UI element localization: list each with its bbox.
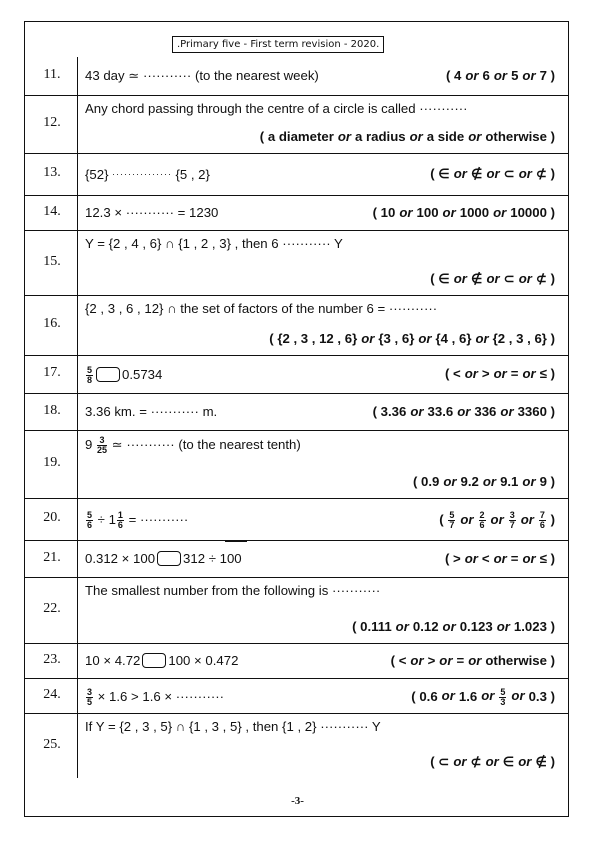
or-word: or — [442, 619, 456, 634]
option-3-numerator: 3 — [509, 510, 515, 520]
or-word: or — [493, 204, 507, 220]
option-3: 0.123 — [459, 619, 493, 634]
or-word: or — [442, 204, 456, 220]
rest: = ··········· — [124, 511, 189, 527]
option-4 — [539, 511, 546, 530]
option-3: a side — [426, 129, 465, 144]
row-divider — [24, 355, 569, 356]
answer-box — [96, 367, 120, 382]
or-word: or — [518, 271, 532, 286]
option-1: {2 , 3 , 12 , 6} — [277, 331, 358, 346]
fraction — [86, 366, 93, 385]
or-word: or — [522, 68, 536, 83]
row-divider — [24, 153, 569, 154]
option-3-denominator: 7 — [509, 520, 515, 530]
question-text — [85, 511, 247, 546]
option-3: ⊂ — [503, 271, 515, 286]
answer-options: ( 4 or 6 or 5 or 7 ) — [445, 68, 555, 83]
answer-line — [225, 541, 247, 542]
option-4-numerator: 7 — [539, 510, 545, 520]
question-text — [85, 166, 210, 183]
or-word: or — [410, 652, 424, 668]
or-word: or — [468, 129, 482, 144]
option-1: ⊂ — [438, 754, 450, 769]
option-3-denominator: 3 — [500, 696, 506, 707]
option-3: 336 — [474, 403, 497, 419]
question-number: 11. — [43, 67, 61, 82]
fraction-b-denominator: 6 — [117, 520, 123, 530]
or-word: or — [493, 550, 507, 566]
answer-options: ( {2 , 3 , 12 , 6} or {3 , 6} or {4 , 6} or {2 , 3 , 6} ) — [269, 331, 555, 346]
or-word: or — [486, 166, 500, 181]
row-divider — [24, 95, 569, 96]
option-2-numerator: 2 — [479, 510, 485, 520]
question-text — [85, 366, 162, 385]
row-divider — [24, 577, 569, 578]
option-3: ∈ — [502, 754, 515, 769]
option-4: ⊄ — [535, 166, 547, 181]
option-3: ⊂ — [503, 166, 515, 181]
option-3: 5 — [511, 68, 519, 83]
or-word: or — [418, 331, 432, 346]
or-word: or — [493, 68, 508, 83]
or-word: or — [493, 366, 507, 381]
option-3: 1000 — [459, 204, 490, 220]
option-2: ∉ — [470, 166, 483, 181]
or-word: or — [464, 366, 478, 381]
fraction-b — [117, 511, 124, 530]
option-2-denominator: 6 — [479, 520, 485, 530]
or-word: or — [486, 271, 500, 286]
fraction-numerator: 5 — [87, 365, 93, 375]
option-1: ∈ — [438, 271, 450, 286]
value: 0.5734 — [122, 366, 163, 382]
option-1: 10 — [380, 204, 396, 220]
or-word: or — [361, 331, 375, 346]
question-text — [85, 688, 224, 707]
or-word: or — [453, 271, 467, 286]
option-1: 4 — [454, 68, 462, 83]
answer-options: ( a diameter or a radius or a side or otherwise ) — [259, 129, 555, 144]
option-4-denominator: 6 — [539, 520, 545, 530]
option-2: 33.6 — [427, 403, 454, 419]
fraction — [86, 688, 93, 707]
question-number: 16. — [43, 316, 61, 331]
or-word: or — [522, 366, 536, 381]
question-body: Y = {2 , 4 , 6} ∩ {1 , 2 , 3} , then 6 ··········· Y — [85, 236, 343, 251]
question-number: 20. — [43, 510, 61, 525]
or-word: or — [395, 619, 409, 634]
answer-options: ( $\frac{5}{7}$ or $\frac{2}{6}$ or $\frac{3}{7}$ or $\frac{7}{6}$ ) — [439, 510, 555, 530]
or-word: or — [465, 68, 479, 83]
or-word: or — [453, 166, 467, 181]
or-word: or — [475, 331, 489, 346]
option-1: 0.9 — [421, 474, 440, 489]
option-3: {4 , 6} — [435, 331, 472, 346]
fraction-b-numerator: 1 — [117, 510, 123, 520]
option-4: 1.023 — [513, 619, 547, 634]
option-1: 0.111 — [360, 619, 392, 634]
question-text — [85, 719, 381, 735]
or-word: or — [522, 550, 536, 566]
row-divider — [24, 713, 569, 714]
question-body: 3.36 km. = ··········· m. — [85, 403, 218, 419]
option-1 — [448, 511, 455, 530]
or-word: or — [518, 754, 532, 769]
rest: ≃ ··········· (to the nearest tenth) — [108, 436, 301, 452]
question-body: {2 , 3 , 6 , 12} ∩ the set of factors of the number 6 = ··········· — [85, 301, 438, 316]
fraction-denominator: 5 — [87, 696, 93, 707]
answer-options: ( ∈ or ∉ or ⊂ or ⊄ ) — [430, 271, 555, 286]
or-word: or — [399, 204, 413, 220]
question-body: 12.3 × ··········· = 1230 — [85, 204, 219, 220]
or-word: or — [520, 511, 534, 527]
or-word: or — [482, 474, 497, 489]
or-word: or — [441, 688, 455, 704]
fraction-denominator: 25 — [97, 445, 108, 455]
or-word: or — [511, 688, 525, 704]
or-word: or — [457, 403, 471, 419]
option-4: ⊄ — [535, 271, 547, 286]
or-word: or — [460, 511, 474, 527]
option-3: 9.1 — [500, 474, 519, 489]
option-3-numerator: 5 — [500, 686, 506, 697]
option-4: ∉ — [535, 754, 547, 769]
option-1-numerator: 5 — [449, 510, 455, 520]
or-word: or — [496, 619, 510, 634]
number-column-divider — [77, 57, 78, 778]
option-3: = — [456, 652, 465, 668]
option-1: 3.36 — [380, 403, 407, 419]
answer-options: ( 0.111 or 0.12 or 0.123 or 1.023 ) — [352, 619, 555, 634]
option-4: otherwise — [485, 652, 547, 668]
answer-box — [142, 653, 166, 668]
option-2: 0.12 — [412, 619, 439, 634]
question-text — [85, 404, 217, 420]
expr-a: 0.312 × 100 — [85, 550, 156, 566]
or-word: or — [453, 754, 467, 769]
question-number: 19. — [43, 455, 61, 470]
question-number: 21. — [43, 549, 61, 565]
question-text — [85, 236, 343, 252]
row-divider — [24, 678, 569, 679]
or-word: or — [500, 403, 514, 419]
option-2: 9.2 — [460, 474, 479, 489]
option-2: a radius — [355, 129, 406, 144]
question-number: 15. — [43, 253, 61, 269]
option-4: otherwise — [485, 129, 547, 144]
option-4: 3360 — [517, 403, 547, 419]
or-word: or — [464, 550, 478, 566]
option-3 — [509, 511, 516, 530]
option-3: = — [510, 366, 519, 381]
answer-options: ( > or < or = or ≤ ) — [444, 550, 555, 566]
expr-a: 10 × 4.72 — [85, 652, 141, 668]
option-4: 7 — [539, 68, 547, 83]
or-word: or — [443, 474, 457, 489]
option-1-denominator: 7 — [449, 520, 455, 530]
or-word: or — [439, 652, 453, 668]
row-divider — [24, 230, 569, 231]
blank-dots: ··············· — [108, 169, 176, 179]
page-number: -3- — [291, 795, 304, 807]
question-number: 17. — [43, 365, 61, 380]
option-2 — [479, 511, 486, 530]
or-word: or — [518, 166, 532, 181]
option-1: a diameter — [267, 129, 334, 144]
answer-box — [157, 551, 181, 566]
question-body: The smallest number from the following is ··········· — [85, 583, 381, 598]
option-1: ∈ — [438, 166, 450, 181]
option-1: 0.6 — [419, 688, 438, 704]
option-4: 10000 — [510, 204, 547, 220]
fraction-numerator: 3 — [87, 686, 93, 697]
option-1: < — [453, 366, 461, 381]
or-word: or — [485, 754, 499, 769]
row-divider — [24, 295, 569, 296]
question-number: 23. — [43, 651, 61, 667]
question-text — [85, 101, 468, 117]
question-number: 22. — [43, 601, 61, 616]
option-1: < — [398, 652, 407, 668]
question-number: 14. — [43, 203, 61, 219]
question-number: 13. — [43, 165, 61, 180]
option-2: > — [427, 652, 436, 668]
answer-options: ( 0.9 or 9.2 or 9.1 or 9 ) — [412, 474, 555, 489]
option-4: ≤ — [539, 366, 547, 381]
or-word: or — [409, 129, 423, 144]
or-word: or — [490, 511, 504, 527]
answer-options: ( 10 or 100 or 1000 or 10000 ) — [372, 204, 555, 220]
rest: × 1.6 > 1.6 × ··········· — [94, 688, 225, 704]
row-divider — [24, 643, 569, 644]
question-text — [85, 205, 218, 221]
fraction-denominator: 8 — [87, 375, 93, 385]
question-text — [85, 551, 242, 567]
question-number: 25. — [43, 736, 61, 752]
option-4: 9 — [539, 474, 547, 489]
expr-b: 100 × 0.472 — [168, 652, 239, 668]
or-word: or — [481, 688, 495, 704]
question-body: If Y = {2 , 3 , 5} ∩ {1 , 3 , 5} , then {1 , 2} ··········· Y — [85, 719, 381, 734]
answer-options: ( 3.36 or 33.6 or 336 or 3360 ) — [372, 403, 555, 419]
option-4: ≤ — [539, 550, 547, 566]
or-word: or — [337, 129, 352, 144]
operator: ÷ 1 — [94, 511, 116, 527]
answer-options: ( < or > or = or ≤ ) — [444, 366, 555, 381]
question-number: 18. — [43, 402, 61, 418]
fraction-a-denominator: 6 — [87, 520, 93, 530]
question-text — [85, 68, 319, 84]
option-2: ⊄ — [470, 754, 482, 769]
option-2: 100 — [416, 204, 439, 220]
option-1: > — [453, 550, 461, 566]
page-header: .Primary five - First term revision - 2020. — [172, 36, 384, 53]
answer-options: ( < or > or = or otherwise ) — [390, 652, 555, 668]
fraction-a-numerator: 5 — [87, 510, 93, 520]
option-2: < — [481, 550, 490, 566]
question-text — [85, 436, 301, 455]
option-2: ∉ — [470, 271, 483, 286]
fraction-numerator: 3 — [97, 436, 107, 446]
set-a: {52} — [85, 167, 109, 182]
option-2: > — [481, 366, 490, 381]
expr-b: 312 ÷ 100 — [183, 550, 242, 566]
question-number: 24. — [43, 686, 61, 702]
option-4: {2 , 3 , 6} — [492, 331, 547, 346]
answer-options: ( ⊂ or ⊄ or ∈ or ∉ ) — [430, 754, 555, 769]
question-number: 12. — [43, 115, 61, 130]
question-text — [85, 583, 380, 599]
option-3 — [499, 688, 506, 707]
question-body: Any chord passing through the centre of a circle is called ··········· — [85, 101, 468, 116]
question-text — [85, 301, 437, 317]
option-4: 0.3 — [528, 688, 547, 704]
row-divider — [24, 393, 569, 394]
or-word: or — [468, 652, 482, 668]
option-3: = — [510, 550, 519, 566]
answer-options: ( 0.6 or 1.6 or $\frac{5}{3}$ or 0.3 ) — [411, 686, 555, 707]
option-2: 6 — [482, 68, 490, 83]
row-divider — [24, 195, 569, 196]
option-2: {3 , 6} — [378, 331, 415, 346]
fraction-a — [86, 511, 93, 530]
or-word: or — [410, 403, 424, 419]
row-divider — [24, 430, 569, 431]
set-b: {5 , 2} — [175, 167, 210, 182]
whole: 9 — [85, 436, 96, 452]
option-2: 1.6 — [458, 688, 478, 704]
question-body: 43 day ≃ ··········· (to the nearest week) — [85, 68, 319, 83]
question-text — [85, 653, 238, 669]
row-divider — [24, 498, 569, 499]
answer-options: ( ∈ or ∉ or ⊂ or ⊄ ) — [430, 166, 555, 181]
or-word: or — [522, 474, 536, 489]
fraction — [97, 436, 107, 455]
